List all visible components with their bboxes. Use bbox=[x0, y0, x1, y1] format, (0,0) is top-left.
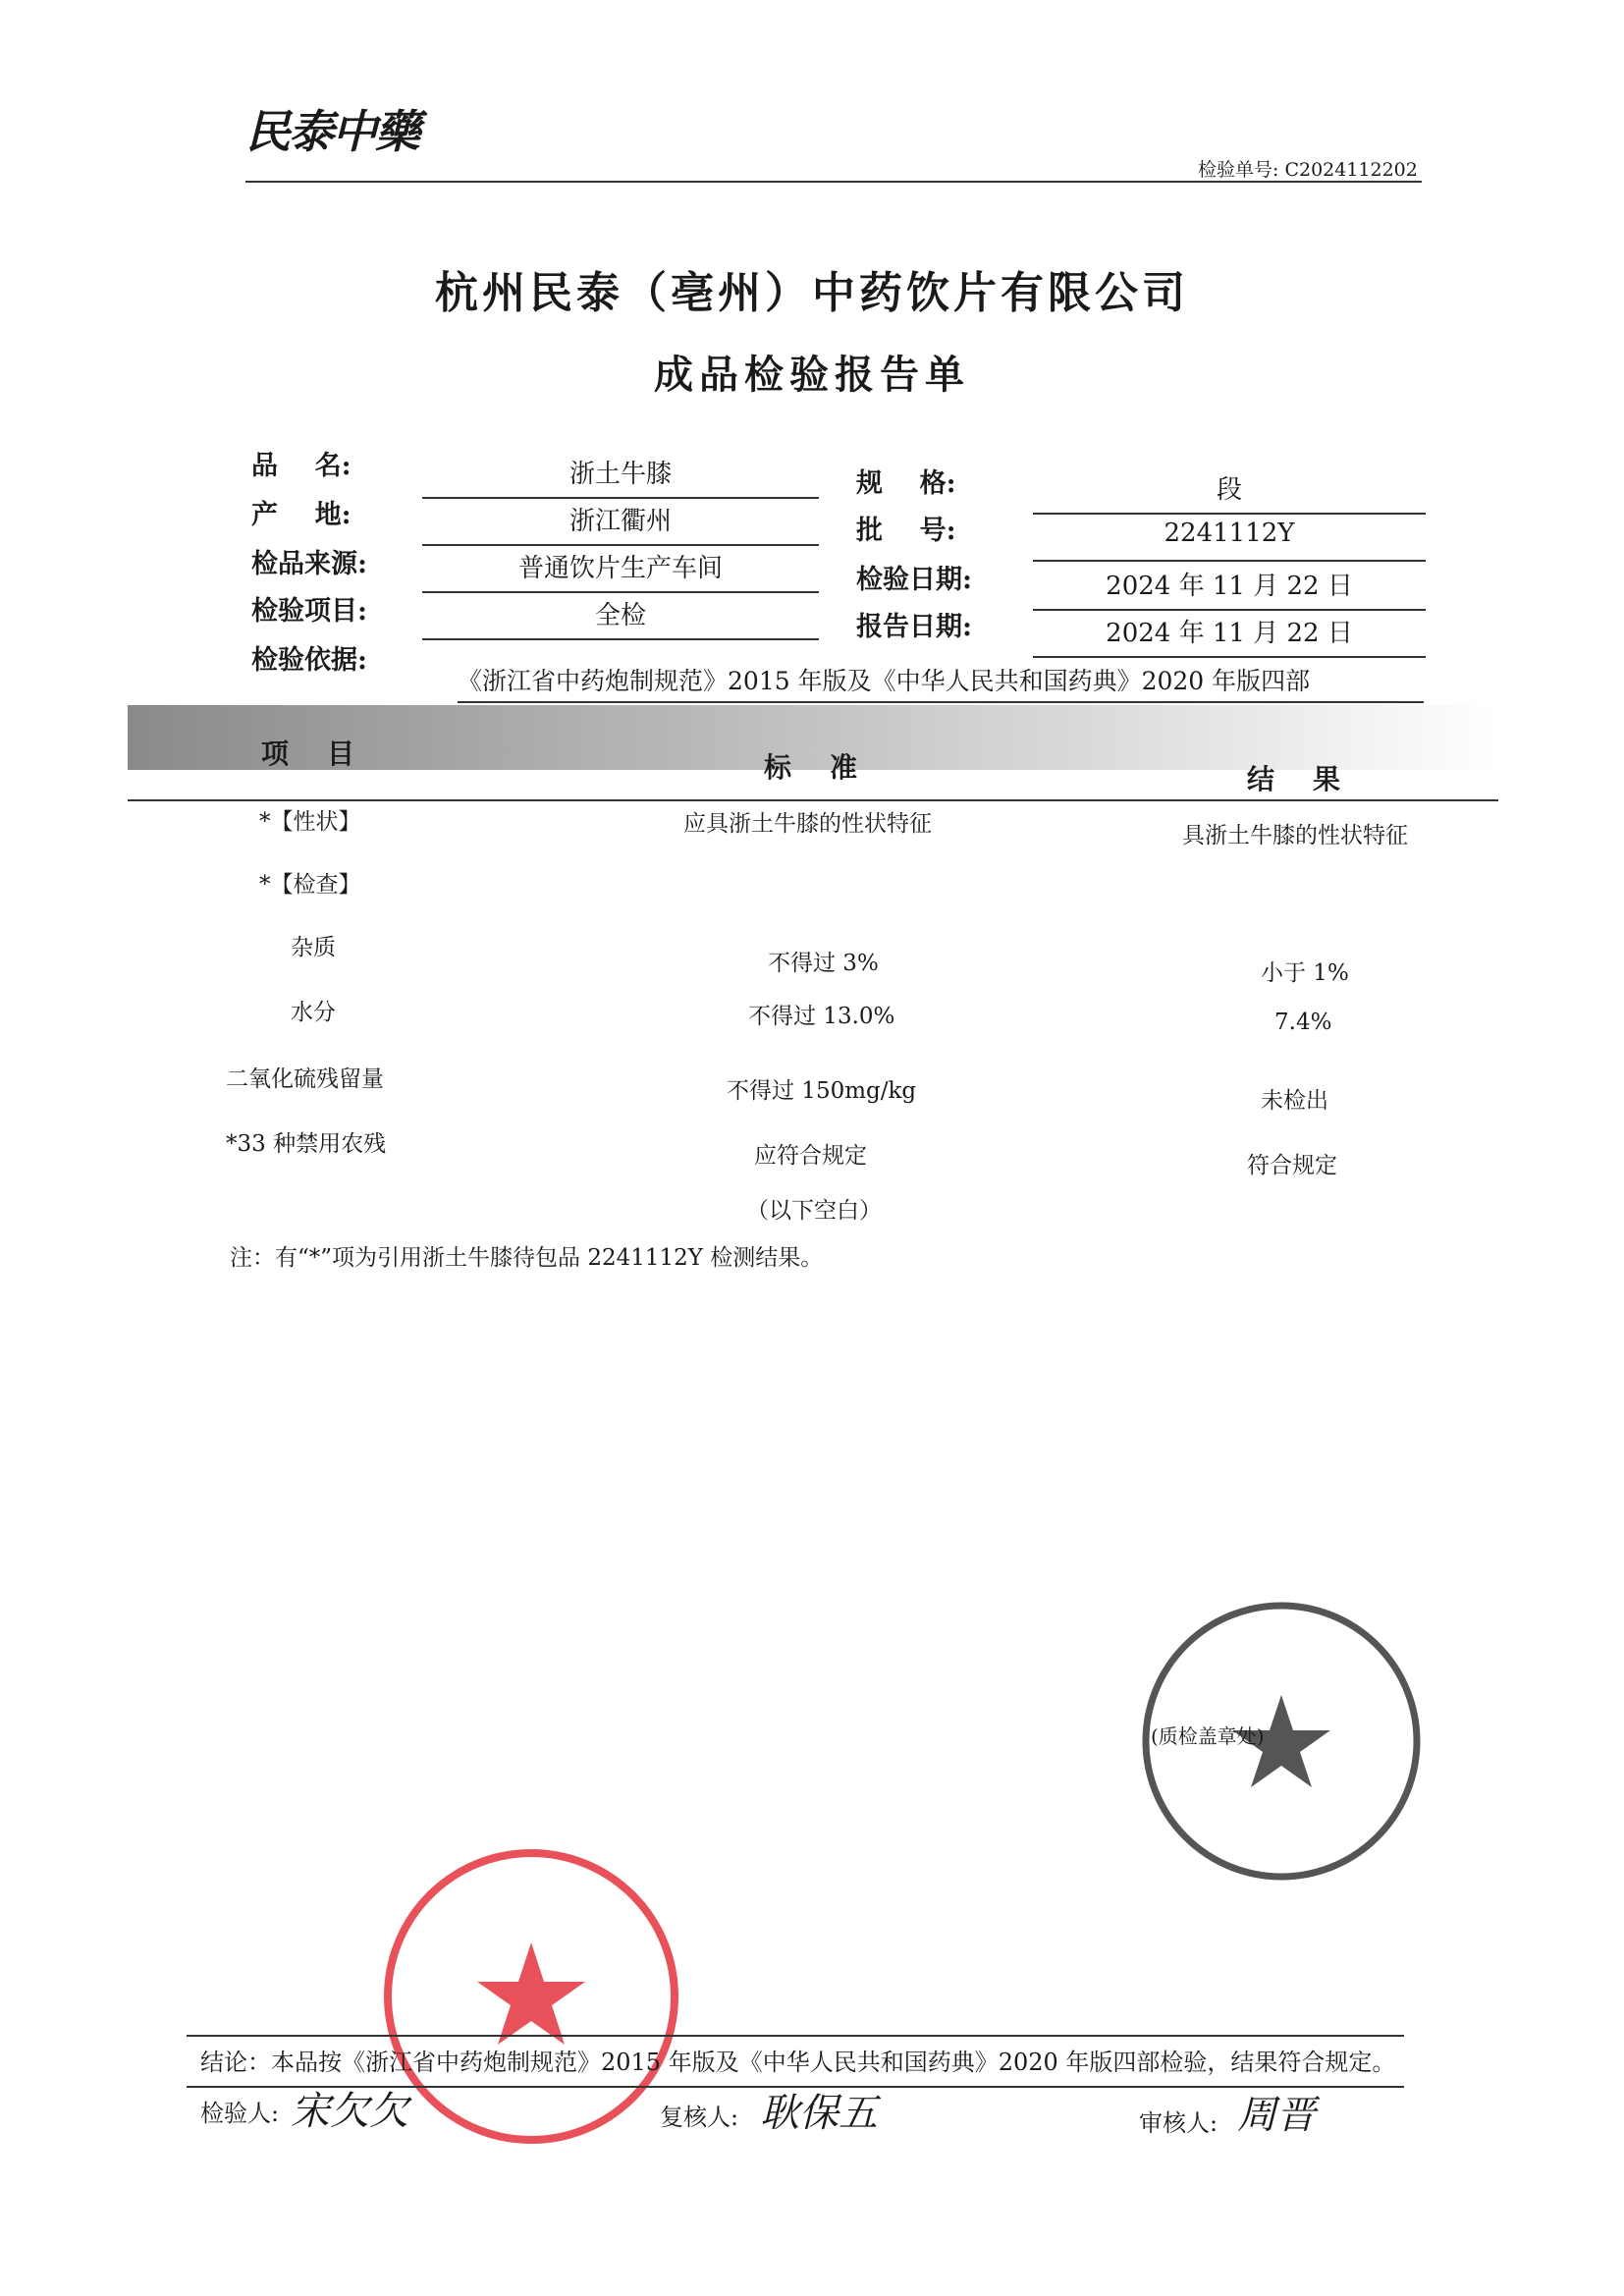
quality-stamp bbox=[381, 1846, 681, 2147]
table-row-result: 7.4% bbox=[1274, 1010, 1332, 1035]
conclusion-top-line bbox=[187, 2035, 1404, 2037]
basis-underline bbox=[458, 701, 1424, 703]
table-row-item: 水分 bbox=[291, 1000, 336, 1025]
reviewer-signature: 耿保五 bbox=[760, 2091, 878, 2136]
header-standard: 标 准 bbox=[764, 751, 857, 784]
name-label: 品 名: bbox=[251, 451, 352, 481]
basis-value: 《浙江省中药炮制规范》2015 年版及《中华人民共和国药典》2020 年版四部 bbox=[458, 667, 1311, 695]
header-item: 项 目 bbox=[261, 738, 354, 770]
spec-label: 规 格: bbox=[856, 468, 956, 499]
report-title: 成品检验报告单 bbox=[654, 352, 970, 398]
source-underline bbox=[422, 591, 819, 593]
report-date-underline bbox=[1033, 656, 1426, 658]
spec-underline bbox=[1033, 513, 1426, 515]
header-result: 结 果 bbox=[1247, 763, 1340, 795]
table-header-divider bbox=[128, 799, 1498, 801]
name-value: 浙土牛膝 bbox=[568, 460, 672, 489]
name-underline bbox=[422, 497, 819, 499]
table-row-item: 二氧化硫残留量 bbox=[226, 1066, 384, 1092]
origin-underline bbox=[422, 544, 819, 546]
header-divider bbox=[245, 181, 1422, 183]
table-row-standard: 不得过 3% bbox=[768, 951, 879, 976]
table-row-item: 杂质 bbox=[291, 935, 336, 960]
stamp-caption: (质检盖章处) bbox=[1151, 1724, 1265, 1748]
table-row-result: 符合规定 bbox=[1247, 1153, 1337, 1178]
conclusion-text: 结论：本品按《浙江省中药炮制规范》2015 年版及《中华人民共和国药典》2020 年版四部检验，结果符合规定。 bbox=[200, 2049, 1396, 2076]
table-row-item: *【检查】 bbox=[259, 872, 361, 898]
approver-label: 审核人: bbox=[1139, 2109, 1218, 2137]
table-row-result: 未检出 bbox=[1261, 1088, 1328, 1114]
table-row-result: 具浙土牛膝的性状特征 bbox=[1182, 823, 1408, 848]
basis-label: 检验依据: bbox=[251, 645, 367, 676]
test-date-value: 2024 年 11 月 22 日 bbox=[1106, 572, 1353, 601]
quality-stamp-graphic bbox=[381, 1846, 681, 2147]
item-label: 检验项目: bbox=[251, 596, 367, 627]
batch-value: 2241112Y bbox=[1164, 519, 1295, 548]
document-number: 检验单号: C2024112202 bbox=[1198, 159, 1418, 181]
company-logo: 民泰中藥 bbox=[245, 105, 418, 158]
footnote: 注：有“*”项为引用浙土牛膝待包品 2241112Y 检测结果。 bbox=[230, 1245, 824, 1271]
inspector-signature: 宋欠欠 bbox=[291, 2089, 408, 2134]
approver-signature: 周晋 bbox=[1237, 2093, 1316, 2138]
item-value: 全检 bbox=[594, 601, 646, 630]
reviewer-label: 复核人: bbox=[660, 2104, 739, 2131]
test-date-label: 检验日期: bbox=[856, 565, 972, 595]
blank-note: （以下空白） bbox=[746, 1198, 882, 1224]
company-name: 杭州民泰（亳州）中药饮片有限公司 bbox=[435, 268, 1189, 318]
batch-underline bbox=[1033, 560, 1426, 562]
table-row-result: 小于 1% bbox=[1261, 960, 1349, 986]
table-row-standard: 不得过 150mg/kg bbox=[727, 1078, 917, 1104]
report-date-value: 2024 年 11 月 22 日 bbox=[1106, 619, 1353, 648]
table-row-standard: 应具浙土牛膝的性状特征 bbox=[683, 811, 932, 837]
report-date-label: 报告日期: bbox=[856, 612, 972, 642]
spec-value: 段 bbox=[1216, 475, 1242, 505]
table-row-standard: 不得过 13.0% bbox=[748, 1004, 895, 1029]
source-value: 普通饮片生产车间 bbox=[517, 554, 723, 583]
inspector-label: 检验人: bbox=[200, 2100, 280, 2127]
test-date-underline bbox=[1033, 609, 1426, 611]
table-row-standard: 应符合规定 bbox=[754, 1143, 867, 1169]
origin-label: 产 地: bbox=[251, 500, 352, 530]
table-row-item: *33 种禁用农残 bbox=[226, 1131, 387, 1157]
item-underline bbox=[422, 638, 819, 640]
source-label: 检品来源: bbox=[251, 549, 367, 579]
table-row-item: *【性状】 bbox=[259, 809, 361, 835]
origin-value: 浙江衢州 bbox=[568, 507, 672, 536]
batch-label: 批 号: bbox=[856, 516, 956, 546]
